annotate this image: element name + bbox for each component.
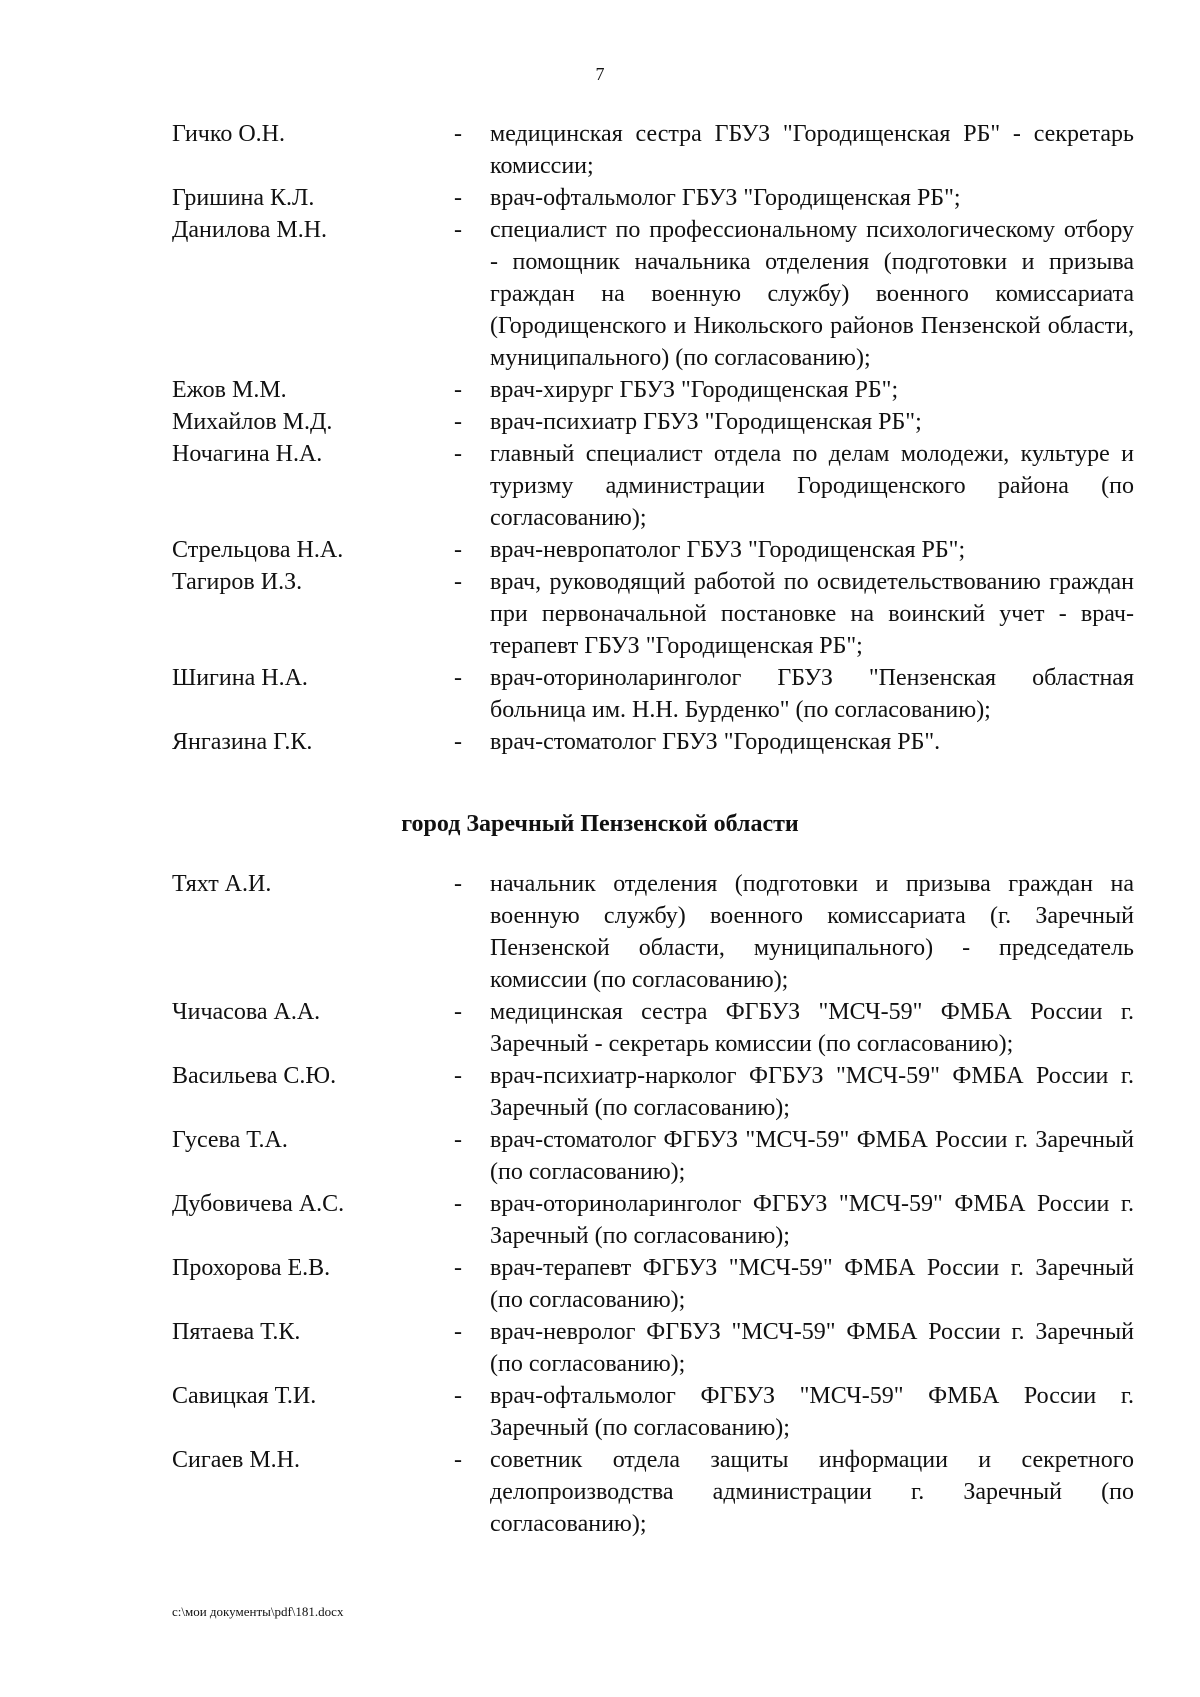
member-entry (172, 438, 1134, 534)
page-number: 7 (595, 64, 605, 84)
dash-separator: - (454, 409, 462, 435)
dash-separator: - (454, 1191, 462, 1217)
member-name: Гичко О.Н. (172, 121, 285, 147)
member-name: Шигина Н.А. (172, 665, 308, 691)
member-entry (172, 1316, 1134, 1380)
member-entry (172, 118, 1134, 182)
dash-separator: - (454, 121, 462, 147)
member-role: медицинская сестра ФГБУЗ "МСЧ-59" ФМБА России г. Заречный - секретарь комиссии (по согласованию); (490, 999, 1134, 1057)
member-entry (172, 1124, 1134, 1188)
committee-list-gorodishche (172, 118, 1134, 758)
member-name: Тяхт А.И. (172, 871, 272, 897)
dash-separator: - (454, 999, 462, 1025)
dash-separator: - (454, 1383, 462, 1409)
dash-separator: - (454, 537, 462, 563)
member-name: Михайлов М.Д. (172, 409, 333, 435)
file-path-footer: c:\мои документы\pdf\181.docx (172, 1604, 344, 1619)
dash-separator: - (454, 377, 462, 403)
member-entry (172, 1380, 1134, 1444)
member-name: Ежов М.М. (172, 377, 287, 403)
member-role: медицинская сестра ГБУЗ "Городищенская РБ" - секретарь комиссии; (490, 121, 1134, 179)
member-entry (172, 406, 1134, 438)
member-entry (172, 662, 1134, 726)
member-role: врач-психиатр ГБУЗ "Городищенская РБ"; (490, 409, 922, 435)
section-heading-zarechny: город Заречный Пензенской области (401, 811, 799, 837)
member-role: врач-оториноларинголог ГБУЗ "Пензенская областная больница им. Н.Н. Бурденко" (по согласованию); (490, 665, 1134, 723)
dash-separator: - (454, 1319, 462, 1345)
member-entry (172, 996, 1134, 1060)
dash-separator: - (454, 1447, 462, 1473)
member-entry (172, 1252, 1134, 1316)
dash-separator: - (454, 1127, 462, 1153)
dash-separator: - (454, 729, 462, 755)
dash-separator: - (454, 1255, 462, 1281)
member-role: врач-стоматолог ФГБУЗ "МСЧ-59" ФМБА России г. Заречный (по согласованию); (490, 1127, 1134, 1185)
member-name: Стрельцова Н.А. (172, 537, 344, 563)
member-role: врач-невропатолог ГБУЗ "Городищенская РБ"; (490, 537, 966, 563)
member-name: Сигаев М.Н. (172, 1447, 301, 1473)
dash-separator: - (454, 185, 462, 211)
member-name: Пятаева Т.К. (172, 1319, 301, 1345)
committee-list-zarechny (172, 868, 1134, 1540)
member-entry (172, 182, 1134, 214)
member-name: Ночагина Н.А. (172, 441, 323, 467)
member-entry (172, 1188, 1134, 1252)
dash-separator: - (454, 441, 462, 467)
member-entry (172, 868, 1134, 996)
member-role: врач-оториноларинголог ФГБУЗ "МСЧ-59" ФМБА России г. Заречный (по согласованию); (490, 1191, 1134, 1249)
member-role: советник отдела защиты информации и секретного делопроизводства администрации г. Заречный (по согласованию); (490, 1447, 1134, 1537)
member-name: Янгазина Г.К. (172, 729, 313, 755)
member-entry (172, 1060, 1134, 1124)
member-role: врач-офтальмолог ФГБУЗ "МСЧ-59" ФМБА России г. Заречный (по согласованию); (490, 1383, 1134, 1441)
member-role: врач-стоматолог ГБУЗ "Городищенская РБ". (490, 729, 941, 755)
member-name: Савицкая Т.И. (172, 1383, 317, 1409)
member-name: Данилова М.Н. (172, 217, 328, 243)
member-name: Прохорова Е.В. (172, 1255, 331, 1281)
member-name: Тагиров И.З. (172, 569, 303, 595)
dash-separator: - (454, 1063, 462, 1089)
member-name: Васильева С.Ю. (172, 1063, 337, 1089)
member-name: Дубовичева А.С. (172, 1191, 345, 1217)
dash-separator: - (454, 569, 462, 595)
member-role: врач-психиатр-нарколог ФГБУЗ "МСЧ-59" ФМБА России г. Заречный (по согласованию); (490, 1063, 1134, 1121)
member-entry (172, 566, 1134, 662)
member-role: врач-офтальмолог ГБУЗ "Городищенская РБ"; (490, 185, 961, 211)
member-role: врач-терапевт ФГБУЗ "МСЧ-59" ФМБА России г. Заречный (по согласованию); (490, 1255, 1134, 1313)
dash-separator: - (454, 871, 462, 897)
member-role: специалист по профессиональному психологическому отбору - помощник начальника отделения (подготовки и призыва граждан на военную службу) военного комиссариата (Городищенского и Никольского районов Пензенской области, муниципального) (по согласованию); (490, 217, 1134, 371)
member-entry (172, 534, 1134, 566)
member-entry (172, 374, 1134, 406)
member-name: Гусева Т.А. (172, 1127, 288, 1153)
member-role: врач-хирург ГБУЗ "Городищенская РБ"; (490, 377, 899, 403)
member-role: врач, руководящий работой по освидетельствованию граждан при первоначальной постановке на воинский учет - врач-терапевт ГБУЗ "Городищенская РБ"; (490, 569, 1134, 659)
member-role: врач-невролог ФГБУЗ "МСЧ-59" ФМБА России г. Заречный (по согласованию); (490, 1319, 1134, 1377)
dash-separator: - (454, 217, 462, 243)
member-name: Гришина К.Л. (172, 185, 315, 211)
member-entry (172, 726, 1134, 758)
member-role: начальник отделения (подготовки и призыва граждан на военную службу) военного комиссариата (г. Заречный Пензенской области, муниципального) - председатель комиссии (по согласованию); (490, 871, 1134, 993)
member-entry (172, 1444, 1134, 1540)
dash-separator: - (454, 665, 462, 691)
member-name: Чичасова А.А. (172, 999, 321, 1025)
member-role: главный специалист отдела по делам молодежи, культуре и туризму администрации Городищенского района (по согласованию); (490, 441, 1134, 531)
member-entry (172, 214, 1134, 374)
